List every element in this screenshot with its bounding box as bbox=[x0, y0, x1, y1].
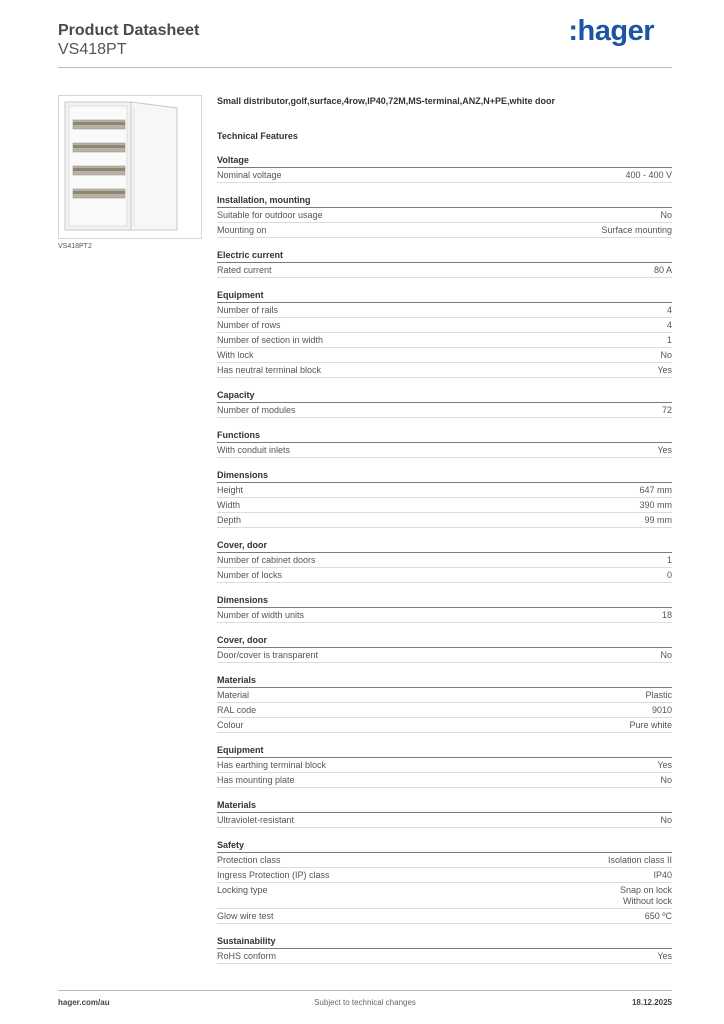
feature-label: Rated current bbox=[217, 264, 272, 275]
page-footer bbox=[58, 998, 672, 1010]
feature-value: Yes bbox=[657, 364, 672, 375]
feature-row bbox=[217, 883, 672, 909]
feature-value: 80 A bbox=[653, 264, 672, 275]
feature-value: 1 bbox=[666, 334, 672, 345]
feature-value: 0 bbox=[666, 569, 672, 580]
feature-label: Glow wire test bbox=[217, 910, 274, 921]
feature-section bbox=[217, 389, 672, 418]
feature-value: 72 bbox=[661, 404, 672, 415]
feature-row bbox=[217, 853, 672, 868]
feature-value: Plastic bbox=[645, 689, 672, 700]
footer-website: hager.com/au bbox=[58, 998, 110, 1007]
feature-section bbox=[217, 634, 672, 663]
footer-date: 18.12.2025 bbox=[631, 998, 672, 1007]
section-title: Cover, door bbox=[217, 539, 672, 553]
feature-value: Snap on lock Without lock bbox=[619, 884, 672, 906]
feature-label: Has neutral terminal block bbox=[217, 364, 322, 375]
feature-label: Suitable for outdoor usage bbox=[217, 209, 323, 220]
feature-section bbox=[217, 594, 672, 623]
feature-label: Height bbox=[217, 484, 244, 495]
feature-section bbox=[217, 799, 672, 828]
section-title: Electric current bbox=[217, 249, 672, 263]
feature-section bbox=[217, 249, 672, 278]
feature-label: Door/cover is transparent bbox=[217, 649, 319, 660]
document-title: Product Datasheet bbox=[58, 22, 200, 39]
product-model: VS418PT bbox=[58, 41, 127, 58]
feature-value: No bbox=[660, 814, 672, 825]
feature-row bbox=[217, 168, 672, 183]
feature-label: Number of rows bbox=[217, 319, 281, 330]
feature-row bbox=[217, 208, 672, 223]
feature-row bbox=[217, 773, 672, 788]
feature-row bbox=[217, 363, 672, 378]
product-description: Small distributor,golf,surface,4row,IP40,72M,MS-terminal,ANZ,N+PE,white door bbox=[217, 96, 555, 106]
feature-value: 1 bbox=[666, 554, 672, 565]
feature-row bbox=[217, 703, 672, 718]
feature-value: 99 mm bbox=[644, 514, 672, 525]
feature-row bbox=[217, 813, 672, 828]
distribution-board-picture bbox=[59, 96, 201, 238]
feature-label: Number of locks bbox=[217, 569, 283, 580]
feature-value: 390 mm bbox=[639, 499, 672, 510]
feature-value: No bbox=[660, 774, 672, 785]
section-title: Capacity bbox=[217, 389, 672, 403]
feature-label: RoHS conform bbox=[217, 950, 277, 961]
hager-logo: :hager bbox=[568, 15, 654, 47]
feature-value: Yes bbox=[657, 444, 672, 455]
feature-row bbox=[217, 553, 672, 568]
feature-row bbox=[217, 868, 672, 883]
feature-row bbox=[217, 949, 672, 964]
feature-row bbox=[217, 568, 672, 583]
feature-row bbox=[217, 909, 672, 924]
feature-row bbox=[217, 648, 672, 663]
feature-label: Number of modules bbox=[217, 404, 296, 415]
feature-label: With conduit inlets bbox=[217, 444, 291, 455]
feature-label: Mounting on bbox=[217, 224, 267, 235]
feature-row bbox=[217, 758, 672, 773]
feature-value: 4 bbox=[666, 319, 672, 330]
footer-divider bbox=[58, 990, 672, 991]
feature-label: Ingress Protection (IP) class bbox=[217, 869, 330, 880]
feature-row bbox=[217, 443, 672, 458]
section-title: Functions bbox=[217, 429, 672, 443]
feature-sections bbox=[217, 154, 672, 964]
feature-label: Number of section in width bbox=[217, 334, 324, 345]
section-title: Materials bbox=[217, 674, 672, 688]
feature-value: 4 bbox=[666, 304, 672, 315]
feature-label: Locking type bbox=[217, 884, 268, 895]
document-header bbox=[58, 22, 199, 59]
footer-note: Subject to technical changes bbox=[314, 998, 416, 1007]
feature-row bbox=[217, 608, 672, 623]
feature-section bbox=[217, 469, 672, 528]
feature-section bbox=[217, 429, 672, 458]
feature-row bbox=[217, 513, 672, 528]
feature-section bbox=[217, 674, 672, 733]
feature-value: 9010 bbox=[651, 704, 672, 715]
feature-row bbox=[217, 223, 672, 238]
feature-row bbox=[217, 498, 672, 513]
technical-content bbox=[217, 95, 672, 964]
feature-value: No bbox=[660, 209, 672, 220]
feature-label: RAL code bbox=[217, 704, 257, 715]
feature-label: Colour bbox=[217, 719, 244, 730]
feature-section bbox=[217, 744, 672, 788]
product-image bbox=[58, 95, 202, 239]
section-title: Materials bbox=[217, 799, 672, 813]
feature-value: No bbox=[660, 649, 672, 660]
feature-value: 18 bbox=[661, 609, 672, 620]
section-title: Dimensions bbox=[217, 594, 672, 608]
feature-label: Number of rails bbox=[217, 304, 279, 315]
feature-label: Number of cabinet doors bbox=[217, 554, 316, 565]
section-title: Sustainability bbox=[217, 935, 672, 949]
feature-section bbox=[217, 839, 672, 924]
feature-section bbox=[217, 154, 672, 183]
section-title: Equipment bbox=[217, 289, 672, 303]
feature-value: IP40 bbox=[653, 869, 672, 880]
feature-row bbox=[217, 333, 672, 348]
feature-value: Pure white bbox=[629, 719, 672, 730]
feature-row bbox=[217, 318, 672, 333]
section-title: Installation, mounting bbox=[217, 194, 672, 208]
technical-features-title: Technical Features bbox=[217, 131, 298, 141]
feature-section bbox=[217, 935, 672, 964]
section-title: Safety bbox=[217, 839, 672, 853]
feature-value: Surface mounting bbox=[601, 224, 672, 235]
feature-row bbox=[217, 688, 672, 703]
feature-value: 650 ºC bbox=[644, 910, 672, 921]
feature-label: Width bbox=[217, 499, 241, 510]
section-title: Voltage bbox=[217, 154, 672, 168]
feature-label: Protection class bbox=[217, 854, 281, 865]
feature-section bbox=[217, 289, 672, 378]
feature-label: Has mounting plate bbox=[217, 774, 295, 785]
feature-label: Number of width units bbox=[217, 609, 305, 620]
feature-value: No bbox=[660, 349, 672, 360]
feature-value: Yes bbox=[657, 759, 672, 770]
feature-section bbox=[217, 194, 672, 238]
feature-row bbox=[217, 263, 672, 278]
feature-label: Depth bbox=[217, 514, 242, 525]
feature-section bbox=[217, 539, 672, 583]
section-title: Equipment bbox=[217, 744, 672, 758]
feature-row bbox=[217, 718, 672, 733]
feature-row bbox=[217, 483, 672, 498]
feature-label: Ultraviolet-resistant bbox=[217, 814, 295, 825]
feature-label: Material bbox=[217, 689, 250, 700]
feature-label: Has earthing terminal block bbox=[217, 759, 327, 770]
feature-value: 400 - 400 V bbox=[625, 169, 672, 180]
feature-row bbox=[217, 303, 672, 318]
header-divider bbox=[58, 67, 672, 68]
feature-row bbox=[217, 348, 672, 363]
feature-label: Nominal voltage bbox=[217, 169, 282, 180]
feature-row bbox=[217, 403, 672, 418]
section-title: Cover, door bbox=[217, 634, 672, 648]
feature-value: Isolation class II bbox=[607, 854, 672, 865]
image-caption: VS418PT2 bbox=[58, 243, 92, 250]
feature-value: Yes bbox=[657, 950, 672, 961]
section-title: Dimensions bbox=[217, 469, 672, 483]
feature-label: With lock bbox=[217, 349, 254, 360]
feature-value: 647 mm bbox=[639, 484, 672, 495]
